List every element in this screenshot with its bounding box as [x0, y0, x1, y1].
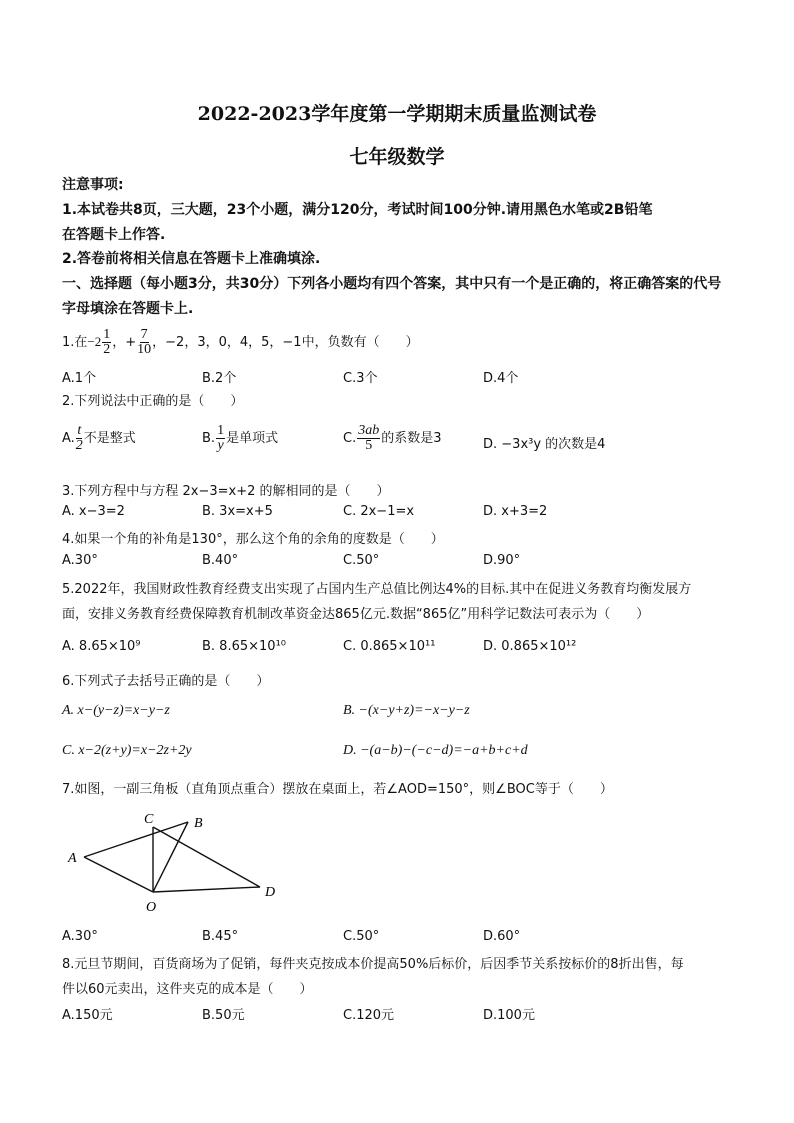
- q5-option-d: D. 0.865×10¹²: [483, 639, 577, 654]
- question-8-stem: 8.元旦节期间，百货商场为了促销，每件夹克按成本价提高50%后标价，后因季节关系按标价的8折出售，每: [62, 957, 684, 972]
- q2-option-b: B. $\frac{1}{y}$ 是单项式: [202, 423, 279, 453]
- q1-sign: −2: [87, 334, 102, 349]
- q4-option-d: D.90°: [483, 553, 521, 568]
- q1-rest: ，−2，3，0，4，5，−1中，负数有（ ）: [152, 335, 419, 350]
- q6-option-d: D. −(a−b)−(−c−d)=−a+b+c+d: [343, 743, 528, 758]
- q1-prefix: 1.在: [62, 335, 88, 350]
- section1-heading: 一、选择题（每小题3分，共30分）下列各小题均有四个答案，其中只有一个是正确的，将正确答案的代号: [62, 276, 722, 292]
- q8-option-a: A.150元: [62, 1008, 113, 1023]
- q8-option-d: D.100元: [483, 1008, 535, 1023]
- q5-option-a: A. 8.65×10⁹: [62, 639, 141, 654]
- question-6-stem: 6.下列式子去括号正确的是（ ）: [62, 674, 270, 689]
- q1-option-d: D.4个: [483, 371, 519, 386]
- q3-option-b: B. 3x=x+5: [202, 504, 273, 519]
- q1-fraction-1: $\frac{1}{2}$: [103, 327, 111, 357]
- q4-option-a: A.30°: [62, 553, 98, 568]
- q5-option-c: C. 0.865×10¹¹: [343, 639, 436, 654]
- question-5-stem: 5.2022年，我国财政性教育经费支出实现了占国内生产总值比例达4%的目标.其中在促进义务教育均衡发展方: [62, 582, 692, 597]
- notice-item-2: 2.答卷前将相关信息在答题卡上准确填涂.: [62, 251, 321, 267]
- q5-option-b: B. 8.65×10¹⁰: [202, 639, 286, 654]
- q2-option-d: D. −3x³y 的次数是4: [483, 437, 606, 452]
- q3-option-c: C. 2x−1=x: [343, 504, 415, 519]
- q2-option-c: C. $\frac{3ab}{5}$ 的系数是3: [343, 423, 442, 453]
- q7-option-b: B.45°: [202, 929, 239, 944]
- question-1-stem: [62, 328, 419, 357]
- q1-fraction-2: $\frac{7}{10}$: [137, 327, 152, 357]
- exam-title: 2022-2023学年度第一学期期末质量监测试卷: [197, 103, 597, 125]
- triangle-figure: [60, 805, 290, 915]
- q6-option-b: B. −(x−y+z)=−x−y−z: [343, 703, 470, 718]
- section1-heading-cont: 字母填涂在答题卡上.: [62, 301, 194, 317]
- q4-option-c: C.50°: [343, 553, 380, 568]
- q1-option-b: B.2个: [202, 371, 237, 386]
- q7-option-d: D.60°: [483, 929, 521, 944]
- q1-option-a: A.1个: [62, 371, 97, 386]
- label-o: O: [146, 900, 157, 915]
- exam-subtitle: 七年级数学: [349, 146, 445, 168]
- notice-item-1-cont: 在答题卡上作答.: [62, 227, 166, 243]
- q8-option-c: C.120元: [343, 1008, 395, 1023]
- q6-option-a: A. x−(y−z)=x−y−z: [62, 703, 170, 718]
- notice-heading: 注意事项:: [62, 177, 124, 193]
- label-c: C: [144, 812, 154, 827]
- q4-option-b: B.40°: [202, 553, 239, 568]
- question-2-stem: 2.下列说法中正确的是（ ）: [62, 394, 244, 409]
- label-a: A: [68, 851, 77, 866]
- question-5-stem-cont: 面，安排义务教育经费保障教育机制改革资金达865亿元.数据“865亿”用科学记数法可表示为（ ）: [62, 607, 650, 622]
- q2-option-a: A. $\frac{t}{2}$ 不是整式: [62, 423, 136, 453]
- question-4-stem: 4.如果一个角的补角是130°，那么这个角的余角的度数是（ ）: [62, 532, 444, 547]
- q1-option-c: C.3个: [343, 371, 378, 386]
- question-8-stem-cont: 件以60元卖出，这件夹克的成本是（ ）: [62, 982, 313, 997]
- question-7-stem: 7.如图，一副三角板（直角顶点重合）摆放在桌面上，若∠AOD=150°，则∠BOC等于（ ）: [62, 782, 613, 797]
- q7-option-c: C.50°: [343, 929, 380, 944]
- q6-option-c: C. x−2(z+y)=x−2z+2y: [62, 743, 192, 758]
- label-b: B: [194, 816, 203, 831]
- q3-option-a: A. x−3=2: [62, 504, 125, 519]
- q7-option-a: A.30°: [62, 929, 98, 944]
- question-3-stem: 3.下列方程中与方程 2x−3=x+2 的解相同的是（ ）: [62, 484, 390, 499]
- q3-option-d: D. x+3=2: [483, 504, 548, 519]
- label-d: D: [265, 885, 276, 900]
- q8-option-b: B.50元: [202, 1008, 245, 1023]
- notice-item-1: 1.本试卷共8页，三大题，23个小题，满分120分，考试时间100分钟.请用黑色水笔或2B铅笔: [62, 202, 653, 218]
- q1-sep: ，+: [112, 335, 137, 350]
